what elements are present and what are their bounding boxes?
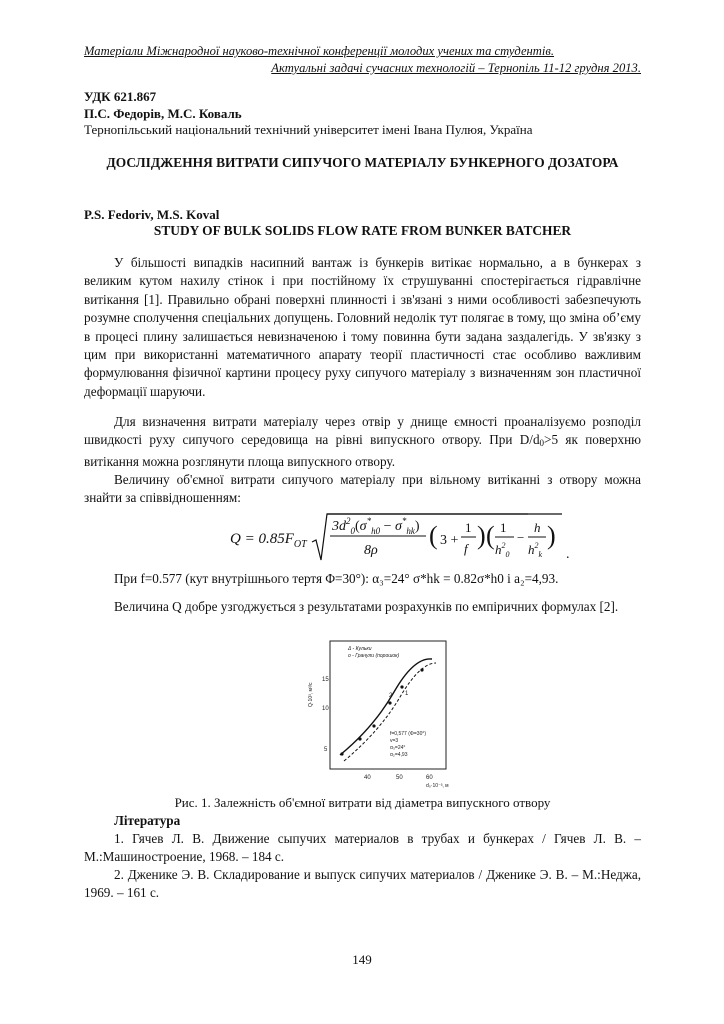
svg-text:(: ( [486, 521, 495, 550]
svg-text:): ) [477, 521, 486, 550]
point [388, 701, 391, 704]
svg-text:f: f [464, 541, 468, 556]
formula-lhs: $Q = 0.85F_{OT}$ [230, 531, 307, 550]
plot-frame [330, 641, 446, 769]
y-tick-10: 10 [322, 706, 329, 712]
conference-header-line1: Матеріали Міжнародної науково-технічної конференції молодих учених та студентів. [84, 44, 555, 58]
legend-entry-1: Δ - Кульки [348, 646, 372, 652]
point [372, 724, 375, 727]
point [420, 668, 423, 671]
annotation-v: v=3 [390, 738, 399, 744]
curve-label-1: 1 [405, 691, 409, 697]
reference-2: 2. Дженике Э. В. Складирование и выпуск сипучих материалов / Дженике Э. В. – М.:Неджа, 1969. – 161 с. [84, 867, 641, 900]
x-tick-60: 60 [426, 775, 433, 781]
svg-text:1: 1 [500, 520, 507, 535]
svg-text:h2k: $h^2_k$ [528, 541, 543, 559]
svg-text:h: h [534, 520, 541, 535]
paragraph-2: Для визначення витрати матеріалу через отвір у днище ємності проаналізуємо розподіл швидкості руху сипучого середовища на рівні випускного отвору. При $D/d_0>5$ як поверхню витікання можна розглянути площа випускного отвору. [84, 414, 641, 469]
title-en: STUDY OF BULK SOLIDS FLOW RATE FROM BUNKER BATCHER [153, 223, 572, 238]
point [358, 737, 361, 740]
paragraph-3: Величину об'ємної витрати сипучого матеріалу при вільному витіканні з отвору можна знайти за співвідношенням: [84, 472, 641, 506]
flow-rate-figure [304, 637, 452, 789]
x-axis-label: d₀·10⁻³, м [426, 783, 449, 789]
svg-text:(: ( [429, 521, 438, 550]
flow-rate-formula [84, 508, 641, 568]
annotation-a3: α₃=24° [390, 745, 406, 751]
svg-text:8ρ: 8ρ [364, 543, 378, 558]
figure-caption: Рис. 1. Залежність об'ємної витрати від діаметра випускного отвору [174, 795, 551, 810]
svg-text:.: . [566, 547, 570, 562]
curve-2 [340, 659, 432, 755]
paragraph-1: У більшості випадків насипний вантаж із бункерів витікає нормально, а в бункерах з великим кутом нахилу стінок і при постійному їх струшуванні спостерігається гідравлічне витікання [1]. Правильно обрані поверхні плинності і зв'язані з ними особливості забезпечують розумне сполучення спеціальних допущень. Головний недолік тут полягає в тому, що зміна об’єму в процесі плину залишається невизначеною і тому повинна бути задана заздалегідь. У зв'язку з цим при використанні математичного апарату теорії пластичності стає особливо важливим формулювання фізичної картини процесу руху сипучого матеріалу з визначенням зон пластичної деформації шаруючи. [84, 255, 641, 399]
legend-entry-2: o - Гранули (порошок) [348, 653, 400, 659]
authors-ua: П.С. Федорів, М.С. Коваль [84, 106, 242, 121]
paragraph-5: Величина Q добре узгоджується з результатами розрахунків по емпіричних формулах [2]. [114, 599, 619, 614]
y-tick-5: 5 [324, 747, 328, 753]
udk-code: УДК 621.867 [84, 89, 157, 104]
x-tick-40: 40 [364, 775, 371, 781]
references-heading: Література [114, 813, 181, 828]
reference-1: 1. Гячев Л. В. Движение сыпучих материалов в трубах и бункерах / Гячев Л. В. – М.:Машиностроение, 1968. – 184 с. [84, 831, 641, 864]
point [400, 685, 403, 688]
annotation-f: f=0,577 (Φ=30°) [390, 731, 427, 737]
y-axis-label: Q·10³, м³/с [308, 682, 314, 707]
curve-label-2: 2 [389, 693, 393, 699]
svg-text:3 +: 3 + [440, 533, 459, 548]
page-number: 149 [352, 952, 372, 967]
svg-text:1: 1 [465, 520, 472, 535]
affiliation: Тернопільський національний технічний університет імені Івана Пулюя, Україна [84, 122, 533, 137]
y-tick-15: 15 [322, 677, 329, 683]
x-tick-50: 50 [396, 775, 403, 781]
svg-text:h20: $h^2_0$ [495, 541, 510, 559]
conference-header-line2: Актуальні задачі сучасних технологій – Тернопіль 11-12 грудня 2013. [271, 61, 641, 75]
svg-text:3d20(σ*h0 − σ*hk): $3d^2_0(\sigma^*_{h0} - \sigma^*_{hk})$ [332, 516, 420, 536]
paragraph-4: При f=0.577 (кут внутрішнього тертя Φ=30°): α₃=24° σ*hk = 0.82σ*h0 і a₂=4,93. [114, 571, 559, 586]
svg-text:): ) [547, 521, 556, 550]
svg-text:−: − [517, 530, 525, 545]
authors-en: P.S. Fedoriv, M.S. Koval [84, 207, 220, 222]
point [340, 752, 343, 755]
annotation-a2: α₂=4,93 [390, 752, 408, 758]
title-ua: ДОСЛІДЖЕННЯ ВИТРАТИ СИПУЧОГО МАТЕРІАЛУ БУНКЕРНОГО ДОЗАТОРА [106, 155, 619, 170]
